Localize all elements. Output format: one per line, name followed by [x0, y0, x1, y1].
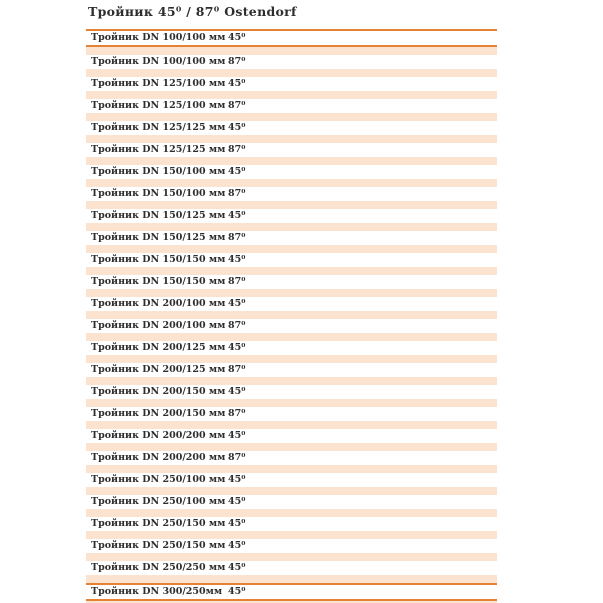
fitting-name: Тройник DN 200/150 мм: [91, 408, 226, 419]
table-row: [86, 341, 497, 355]
row-separator: [86, 487, 497, 495]
row-separator: [86, 421, 497, 429]
fitting-angle: 45⁰: [228, 562, 246, 573]
fitting-name: Тройник DN 200/150 мм: [91, 386, 226, 397]
fitting-angle: 45⁰: [228, 430, 246, 441]
row-separator: [86, 509, 497, 517]
row-separator: [86, 355, 497, 363]
fitting-angle: 87⁰: [228, 56, 246, 67]
table-row: [86, 539, 497, 553]
row-separator: [86, 333, 497, 341]
fitting-angle: 45⁰: [228, 122, 246, 133]
table-row: [86, 473, 497, 487]
row-separator: [86, 531, 497, 539]
fitting-name: Тройник DN 100/100 мм: [91, 32, 226, 43]
fittings-table: [86, 29, 497, 603]
fitting-angle: 45⁰: [228, 166, 246, 177]
table-row: [86, 231, 497, 245]
table-row: [86, 209, 497, 223]
fitting-angle: 45⁰: [228, 254, 246, 265]
row-separator: [86, 267, 497, 275]
fitting-angle: 45⁰: [228, 78, 246, 89]
fitting-angle: 87⁰: [228, 452, 246, 463]
table-row: [86, 363, 497, 377]
table-row: [86, 517, 497, 531]
fitting-name: Тройник DN 250/250 мм: [91, 562, 226, 573]
fitting-name: Тройник DN 150/125 мм: [91, 210, 226, 221]
fitting-angle: 45⁰: [228, 496, 246, 507]
fitting-angle: 45⁰: [228, 518, 246, 529]
fitting-angle: 87⁰: [228, 100, 246, 111]
row-separator: [86, 113, 497, 121]
fitting-name: Тройник DN 200/100 мм: [91, 320, 226, 331]
table-row: [86, 55, 497, 69]
fitting-name: Тройник DN 200/200 мм: [91, 430, 226, 441]
row-separator: [86, 201, 497, 209]
fitting-name: Тройник DN 125/125 мм: [91, 122, 226, 133]
fitting-angle: 45⁰: [228, 540, 246, 551]
fitting-name: Тройник DN 200/125 мм: [91, 342, 226, 353]
table-row: [86, 561, 497, 575]
fitting-angle: 87⁰: [228, 364, 246, 375]
table-row: [86, 187, 497, 201]
row-separator: [86, 289, 497, 297]
row-separator: [86, 91, 497, 99]
row-separator: [86, 47, 497, 55]
fitting-name: Тройник DN 200/200 мм: [91, 452, 226, 463]
table-row: [86, 429, 497, 443]
fitting-name: Тройник DN 125/125 мм: [91, 144, 226, 155]
fitting-name: Тройник DN 250/100 мм: [91, 474, 226, 485]
row-separator: [86, 575, 497, 583]
fitting-name: Тройник DN 150/150 мм: [91, 254, 226, 265]
table-row: [86, 583, 497, 601]
fitting-name: Тройник DN 150/100 мм: [91, 166, 226, 177]
page-title: Тройник 45⁰ / 87⁰ Ostendorf: [88, 4, 297, 19]
row-separator: [86, 135, 497, 143]
row-separator: [86, 179, 497, 187]
fitting-angle: 87⁰: [228, 276, 246, 287]
row-separator: [86, 223, 497, 231]
fitting-angle: 87⁰: [228, 408, 246, 419]
fitting-name: Тройник DN 150/150 мм: [91, 276, 226, 287]
table-row: [86, 121, 497, 135]
fitting-name: Тройник DN 150/100 мм: [91, 188, 226, 199]
fitting-angle: 45⁰: [228, 342, 246, 353]
fitting-angle: 87⁰: [228, 188, 246, 199]
fitting-name: Тройник DN 125/100 мм: [91, 100, 226, 111]
fitting-angle: 45⁰: [228, 298, 246, 309]
table-row: [86, 407, 497, 421]
row-separator: [86, 377, 497, 385]
fitting-angle: 45⁰: [228, 586, 246, 597]
table-row: [86, 451, 497, 465]
fitting-name: Тройник DN 250/150 мм: [91, 540, 226, 551]
table-row: [86, 253, 497, 267]
row-separator: [86, 465, 497, 473]
row-separator: [86, 245, 497, 253]
fitting-angle: 87⁰: [228, 232, 246, 243]
row-separator: [86, 399, 497, 407]
table-row: [86, 99, 497, 113]
fitting-name: Тройник DN 250/100 мм: [91, 496, 226, 507]
table-row: [86, 31, 497, 47]
fitting-name: Тройник DN 250/150 мм: [91, 518, 226, 529]
table-row: [86, 77, 497, 91]
fitting-name: Тройник DN 200/100 мм: [91, 298, 226, 309]
row-separator: [86, 157, 497, 165]
fitting-angle: 45⁰: [228, 32, 246, 43]
row-separator: [86, 443, 497, 451]
table-row: [86, 275, 497, 289]
fitting-angle: 45⁰: [228, 386, 246, 397]
table-row: [86, 495, 497, 509]
fitting-name: Тройник DN 100/100 мм: [91, 56, 226, 67]
fitting-angle: 87⁰: [228, 144, 246, 155]
table-row: [86, 165, 497, 179]
table-row: [86, 319, 497, 333]
fitting-name: Тройник DN 150/125 мм: [91, 232, 226, 243]
fitting-name: Тройник DN 300/250мм: [91, 586, 223, 597]
fitting-name: Тройник DN 125/100 мм: [91, 78, 226, 89]
fitting-name: Тройник DN 200/125 мм: [91, 364, 226, 375]
row-separator: [86, 311, 497, 319]
table-row: [86, 297, 497, 311]
fitting-angle: 45⁰: [228, 474, 246, 485]
table-row: [86, 143, 497, 157]
fitting-angle: 87⁰: [228, 320, 246, 331]
row-separator: [86, 69, 497, 77]
table-row: [86, 385, 497, 399]
fitting-angle: 45⁰: [228, 210, 246, 221]
row-separator: [86, 553, 497, 561]
